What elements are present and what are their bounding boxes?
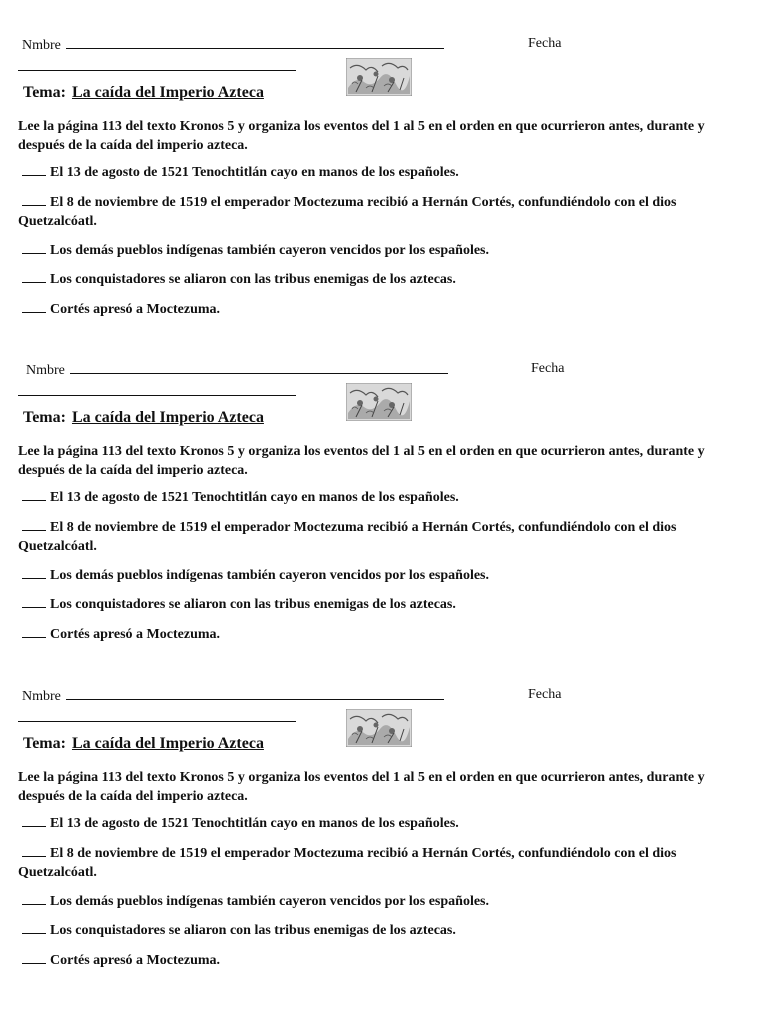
name-blank-line xyxy=(66,36,444,49)
date-label: Fecha xyxy=(528,687,562,702)
answer-blank xyxy=(22,892,46,905)
name-field xyxy=(22,687,444,705)
answer-blank xyxy=(22,566,46,579)
event-text: El 13 de agosto de 1521 Tenochtitlán cayo en manos de los españoles. xyxy=(50,490,459,505)
event-text: El 8 de noviembre de 1519 el emperador Moctezuma recibió a Hernán Cortés, confundiéndolo con el dios Quetzalcóatl. xyxy=(18,195,677,229)
event-text: Los conquistadores se aliaron con las tribus enemigas de los aztecas. xyxy=(50,923,456,938)
topic-title: La caída del Imperio Azteca xyxy=(71,409,264,426)
answer-blank xyxy=(22,488,46,501)
date-blank-line xyxy=(18,70,296,71)
answer-blank xyxy=(22,844,46,857)
answer-blank xyxy=(22,163,46,176)
event-text: Los demás pueblos indígenas también cayeron vencidos por los españoles. xyxy=(50,568,489,583)
aztec-battle-illustration-icon xyxy=(346,58,412,96)
topic-label: Tema: xyxy=(23,84,66,101)
event-item xyxy=(18,844,738,882)
topic-heading xyxy=(23,84,264,102)
answer-blank xyxy=(22,921,46,934)
event-text: El 8 de noviembre de 1519 el emperador Moctezuma recibió a Hernán Cortés, confundiéndolo con el dios Quetzalcóatl. xyxy=(18,520,677,554)
event-item xyxy=(18,488,738,507)
answer-blank xyxy=(22,193,46,206)
event-item xyxy=(18,193,738,231)
topic-label: Tema: xyxy=(23,735,66,752)
answer-blank xyxy=(22,814,46,827)
event-item xyxy=(18,566,738,585)
name-blank-line xyxy=(66,687,444,700)
event-text: El 13 de agosto de 1521 Tenochtitlán cayo en manos de los españoles. xyxy=(50,816,459,831)
instructions: Lee la página 113 del texto Kronos 5 y organiza los eventos del 1 al 5 en el orden en que ocurrieron antes, durante y después de la caída del imperio azteca. xyxy=(18,119,705,153)
answer-blank xyxy=(22,518,46,531)
event-item xyxy=(18,518,738,556)
event-text: Los conquistadores se aliaron con las tribus enemigas de los aztecas. xyxy=(50,597,456,612)
topic-heading xyxy=(23,409,264,427)
name-field xyxy=(22,36,444,54)
date-blank-line xyxy=(18,721,296,722)
event-item xyxy=(18,892,738,911)
answer-blank xyxy=(22,951,46,964)
event-item xyxy=(18,300,738,319)
topic-title: La caída del Imperio Azteca xyxy=(71,84,264,101)
event-item xyxy=(18,270,738,289)
event-text: Cortés apresó a Moctezuma. xyxy=(50,302,221,317)
name-blank-line xyxy=(70,361,448,374)
name-label: Nmbre xyxy=(22,38,61,53)
name-field xyxy=(26,361,448,379)
event-item xyxy=(18,163,738,182)
event-text: Cortés apresó a Moctezuma. xyxy=(50,627,221,642)
answer-blank xyxy=(22,300,46,313)
event-item xyxy=(18,625,738,644)
date-blank-line xyxy=(18,395,296,396)
answer-blank xyxy=(22,625,46,638)
answer-blank xyxy=(22,270,46,283)
event-text: Los demás pueblos indígenas también cayeron vencidos por los españoles. xyxy=(50,243,489,258)
date-label: Fecha xyxy=(528,36,562,51)
topic-label: Tema: xyxy=(23,409,66,426)
answer-blank xyxy=(22,241,46,254)
event-text: El 13 de agosto de 1521 Tenochtitlán cayo en manos de los españoles. xyxy=(50,165,459,180)
event-text: Los demás pueblos indígenas también cayeron vencidos por los españoles. xyxy=(50,894,489,909)
worksheet-2 xyxy=(0,355,768,675)
name-label: Nmbre xyxy=(26,363,65,378)
event-item xyxy=(18,814,738,833)
event-text: Los conquistadores se aliaron con las tribus enemigas de los aztecas. xyxy=(50,272,456,287)
date-label: Fecha xyxy=(531,361,565,376)
event-text: Cortés apresó a Moctezuma. xyxy=(50,953,221,968)
instructions: Lee la página 113 del texto Kronos 5 y organiza los eventos del 1 al 5 en el orden en que ocurrieron antes, durante y después de la caída del imperio azteca. xyxy=(18,770,705,804)
topic-heading xyxy=(23,735,264,753)
event-item xyxy=(18,595,738,614)
aztec-battle-illustration-icon xyxy=(346,383,412,421)
event-text: El 8 de noviembre de 1519 el emperador Moctezuma recibió a Hernán Cortés, confundiéndolo con el dios Quetzalcóatl. xyxy=(18,846,677,880)
topic-title: La caída del Imperio Azteca xyxy=(71,735,264,752)
worksheet-1 xyxy=(0,30,768,350)
event-item xyxy=(18,951,738,970)
event-item xyxy=(18,241,738,260)
event-item xyxy=(18,921,738,940)
worksheet-3 xyxy=(0,681,768,1001)
name-label: Nmbre xyxy=(22,689,61,704)
answer-blank xyxy=(22,595,46,608)
aztec-battle-illustration-icon xyxy=(346,709,412,747)
instructions: Lee la página 113 del texto Kronos 5 y organiza los eventos del 1 al 5 en el orden en que ocurrieron antes, durante y después de la caída del imperio azteca. xyxy=(18,444,705,478)
